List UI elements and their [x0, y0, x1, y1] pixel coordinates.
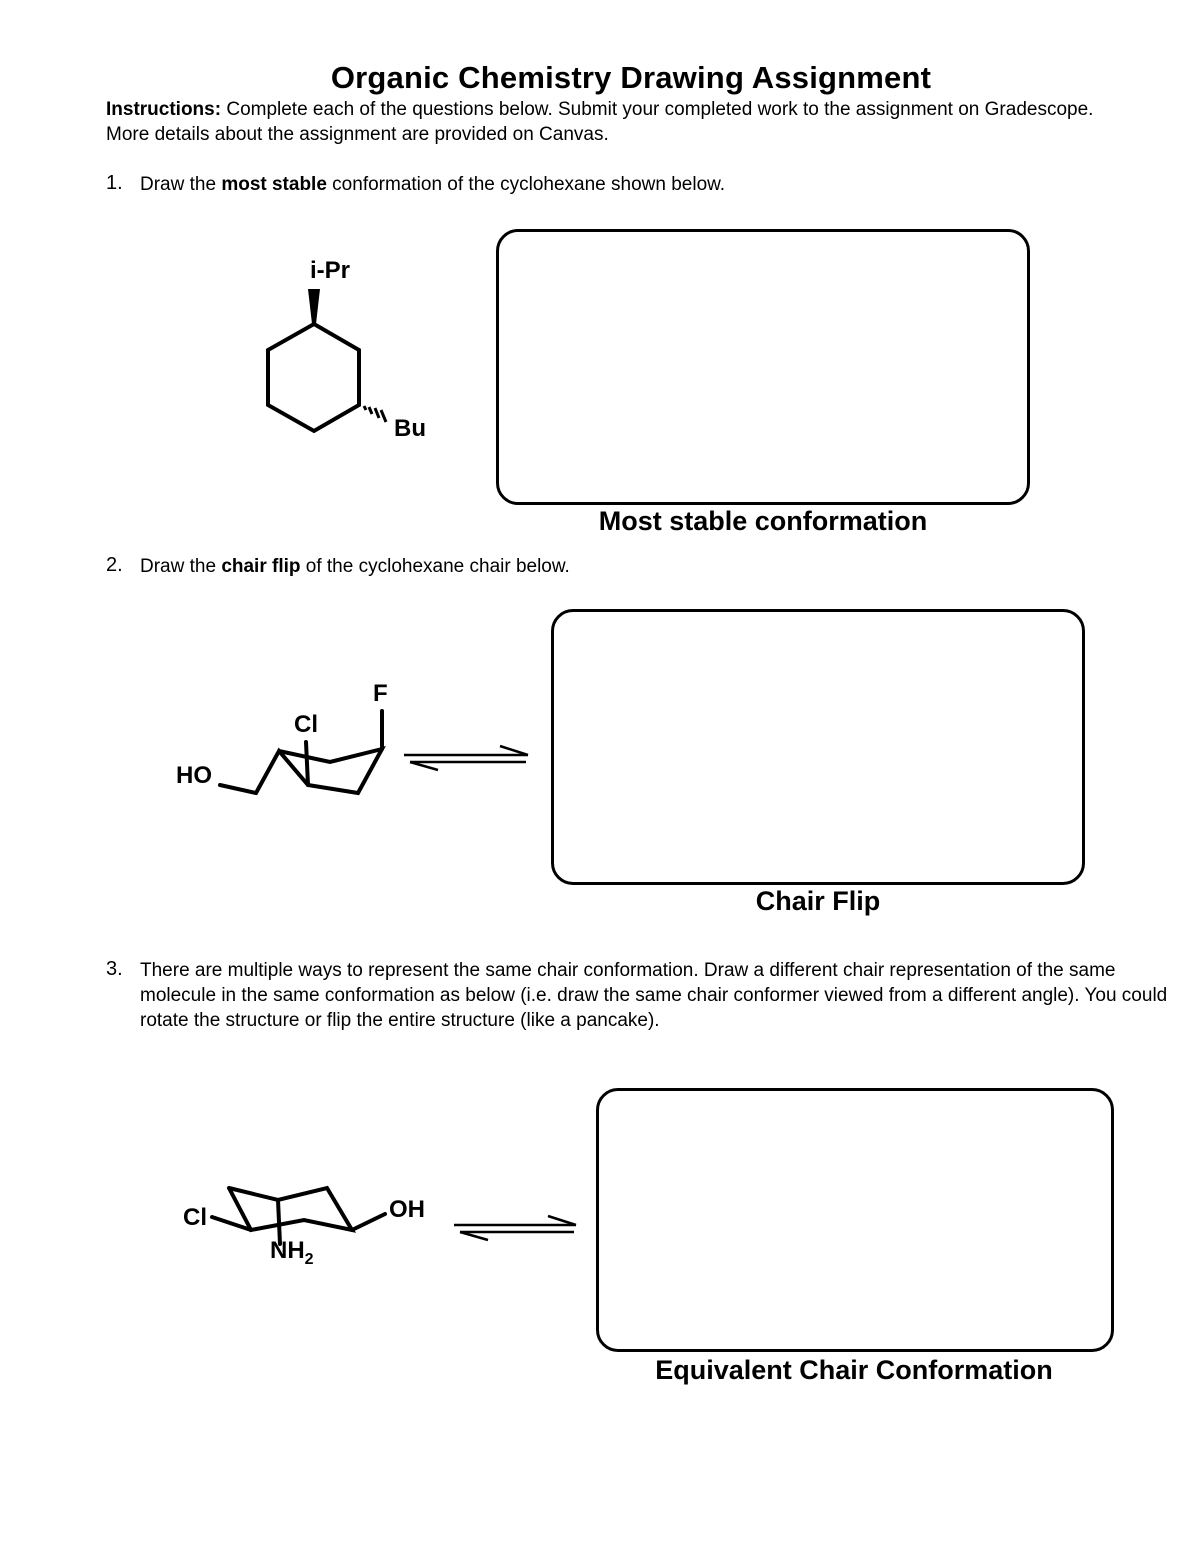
- label-cl: Cl: [183, 1204, 207, 1231]
- label-cl: Cl: [294, 711, 318, 738]
- equilibrium-arrow-2: [404, 746, 528, 770]
- label-bu: Bu: [394, 415, 426, 442]
- answer-caption-3: Equivalent Chair Conformation: [655, 1355, 1053, 1385]
- instructions-text: Complete each of the questions below. Submit your completed work to the assignment on Gradescope. More details about the assignment are provided on Canvas.: [106, 99, 1094, 145]
- wedge-bond: [308, 289, 320, 324]
- page-title: Organic Chemistry Drawing Assignment: [330, 60, 932, 95]
- question-2-molecule: [170, 670, 540, 810]
- equilibrium-arrow-3: [454, 1216, 576, 1240]
- question-1-number: 1.: [106, 172, 123, 194]
- question-1-emphasis: most stable: [221, 174, 327, 195]
- question-3-text: There are multiple ways to represent the same chair conformation. Draw a different chair representation of the same molecule in the same conformation as below (i.e. draw the same chair conformer viewed from a different angle). You could rotate the structure or flip the entire structure (like a pancake).: [140, 960, 1168, 1031]
- label-i-pr: i-Pr: [310, 257, 351, 284]
- question-2-text: Draw the chair flip of the cyclohexane chair below.: [140, 556, 570, 577]
- label-oh: OH: [389, 1196, 425, 1223]
- question-2-number: 2.: [106, 554, 123, 576]
- instructions: [106, 97, 1126, 147]
- question-3-number: 3.: [106, 958, 123, 980]
- label-f: F: [373, 680, 388, 707]
- answer-caption-2: Chair Flip: [755, 886, 881, 916]
- question-1-molecule: [250, 250, 450, 450]
- question-1-text: Draw the most stable conformation of the cyclohexane shown below.: [140, 174, 726, 195]
- answer-box-3[interactable]: [596, 1088, 1114, 1352]
- answer-box-1[interactable]: [496, 229, 1030, 505]
- hash-bond: [364, 406, 386, 422]
- question-2-emphasis: chair flip: [221, 556, 301, 577]
- answer-caption-1: Most stable conformation: [598, 506, 928, 536]
- answer-box-2[interactable]: [551, 609, 1085, 885]
- label-nh2: $NH_2$: [270, 1237, 314, 1268]
- instructions-label: Instructions:: [106, 99, 222, 120]
- question-3-molecule: [170, 1175, 590, 1275]
- label-ho: HO: [176, 762, 212, 789]
